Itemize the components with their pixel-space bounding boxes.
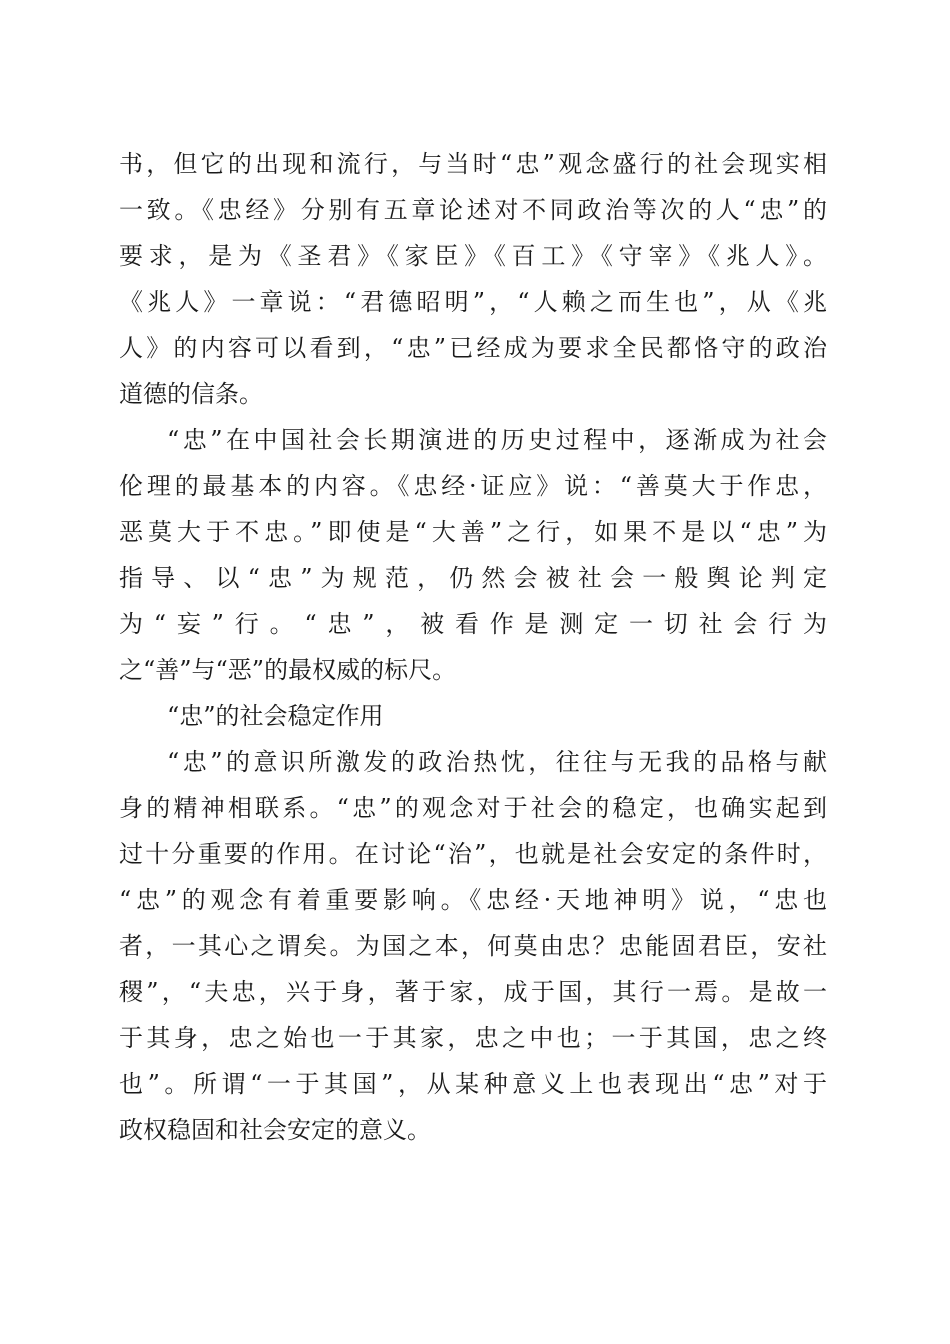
text-line: 政权稳固和社会安定的意义。	[119, 1116, 431, 1144]
text-line: “忠”的观念有着重要影响。《忠经·天地神明》说，“忠也	[119, 886, 827, 914]
text-line: “忠”的意识所激发的政治热忱，往往与无我的品格与献	[167, 748, 827, 776]
text-line: 《兆人》一章说：“君德昭明”，“人赖之而生也”，从《兆	[119, 288, 827, 316]
text-line: 之“善”与“恶”的最权威的标尺。	[119, 656, 457, 684]
text-line: “忠”在中国社会长期演进的历史过程中，逐渐成为社会	[167, 426, 827, 454]
section-heading: “忠”的社会稳定作用	[167, 702, 384, 730]
text-line: 人》的内容可以看到，“忠”已经成为要求全民都恪守的政治	[119, 334, 827, 362]
text-line: 一致。《忠经》分别有五章论述对不同政治等次的人“忠”的	[119, 196, 827, 224]
text-line: 指导、以“忠”为规范，仍然会被社会一般舆论判定	[119, 564, 827, 592]
text-line: 要求，是为《圣君》《家臣》《百工》《守宰》《兆人》。	[119, 242, 827, 270]
text-line: 为“妄”行。“忠”，被看作是测定一切社会行为	[119, 610, 827, 638]
text-line: 也”。所谓“一于其国”，从某种意义上也表现出“忠”对于	[119, 1070, 827, 1098]
text-line: 书，但它的出现和流行，与当时“忠”观念盛行的社会现实相	[119, 150, 827, 178]
text-line: 伦理的最基本的内容。《忠经·证应》说：“善莫大于作忠，	[119, 472, 827, 500]
text-line: 恶莫大于不忠。”即使是“大善”之行，如果不是以“忠”为	[119, 518, 827, 546]
text-line: 于其身，忠之始也一于其家，忠之中也；一于其国，忠之终	[119, 1024, 827, 1052]
text-line: 稷”，“夫忠，兴于身，著于家，成于国，其行一焉。是故一	[119, 978, 827, 1006]
text-line: 者，一其心之谓矣。为国之本，何莫由忠？忠能固君臣，安社	[119, 932, 827, 960]
text-line: 身的精神相联系。“忠”的观念对于社会的稳定，也确实起到	[119, 794, 827, 822]
text-line: 道德的信条。	[119, 380, 263, 408]
text-line: 过十分重要的作用。在讨论“治”，也就是社会安定的条件时，	[119, 840, 827, 868]
